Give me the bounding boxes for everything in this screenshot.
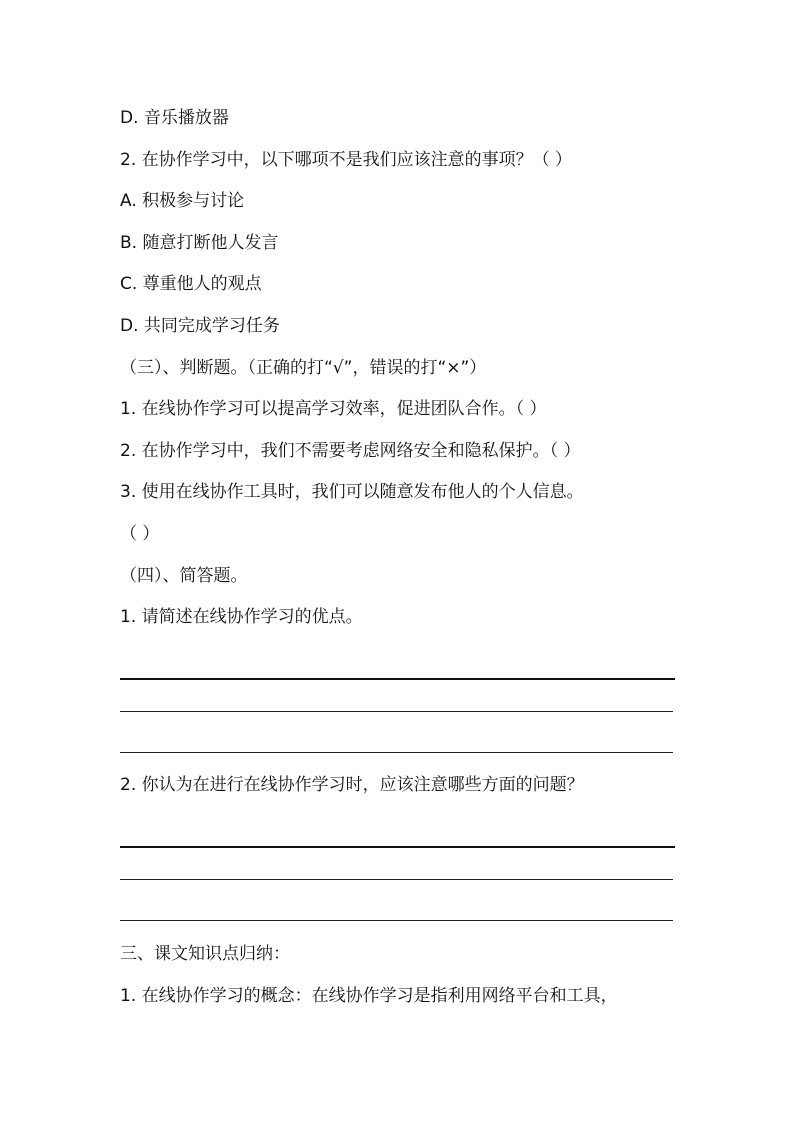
- knowledge-point-1: 1. 在线协作学习的概念：在线协作学习是指利用网络平台和工具，: [120, 986, 618, 1006]
- answer-line: [120, 846, 675, 848]
- answer-line: [120, 879, 673, 880]
- option-c: C. 尊重他人的观点: [120, 274, 262, 294]
- true-false-item-2: 2. 在协作学习中，我们不需要考虑网络安全和隐私保护。（ ）: [120, 441, 581, 461]
- answer-line: [120, 920, 673, 921]
- section-true-false-heading: （三）、判断题。（正确的打“√”，错误的打“×”）: [120, 358, 487, 378]
- question-2-choice: 2. 在协作学习中，以下哪项不是我们应该注意的事项？（ ）: [120, 150, 573, 170]
- short-answer-question-1: 1. 请简述在线协作学习的优点。: [120, 607, 363, 627]
- true-false-item-1: 1. 在线协作学习可以提高学习效率，促进团队合作。（ ）: [120, 399, 547, 419]
- option-b: B. 随意打断他人发言: [120, 233, 279, 253]
- answer-line: [120, 678, 675, 680]
- answer-line: [120, 711, 673, 712]
- section-short-answer-heading: （四）、简答题。: [120, 566, 248, 586]
- answer-line: [120, 752, 673, 753]
- knowledge-summary-heading: 三、课文知识点归纳：: [120, 944, 290, 964]
- short-answer-question-2: 2. 你认为在进行在线协作学习时，应该注意哪些方面的问题？: [120, 775, 584, 795]
- true-false-item-3: 3. 使用在线协作工具时，我们可以随意发布他人的个人信息。: [120, 482, 584, 502]
- true-false-item-3-bracket: （ ）: [120, 524, 160, 544]
- option-d-music-player: D. 音乐播放器: [120, 108, 229, 128]
- option-a: A. 积极参与讨论: [120, 191, 245, 211]
- option-d: D. 共同完成学习任务: [120, 316, 280, 336]
